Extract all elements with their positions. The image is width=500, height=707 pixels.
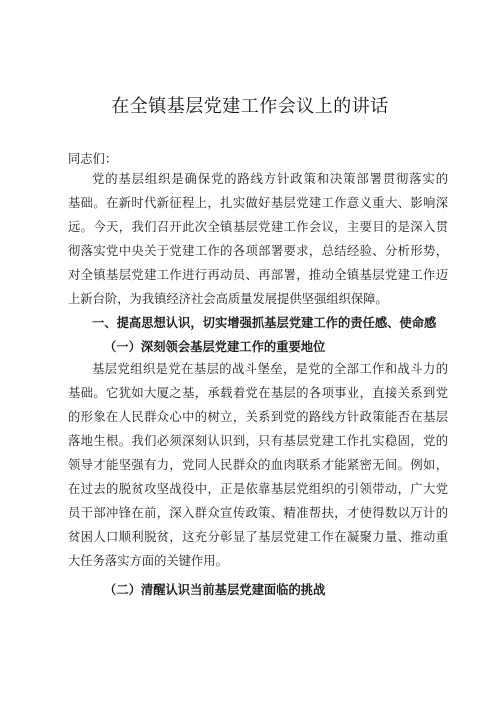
paragraph2-line: 基础。它犹如大厦之基，承载着党在基层的各项事业，直接关系到党: [68, 386, 448, 400]
paragraph2-line: 贫困人口顺利脱贫，这充分彰显了基层党建工作在凝聚力量、推动重: [68, 530, 448, 544]
paragraph1-line: 基础。在新时代新征程上，扎实做好基层党建工作意义重大、影响深: [68, 196, 448, 210]
paragraph1-line: 上新台阶，为我镇经济社会高质量发展提供坚强组织保障。: [68, 292, 388, 306]
paragraph1-line: 彻落实党中央关于党建工作的各项部署要求，总结经验、分析形势，: [68, 244, 448, 258]
paragraph2-line: 大任务落实方面的关键作用。: [68, 554, 228, 568]
paragraph1-line: 对全镇基层党建工作进行再动员、再部署，推动全镇基层党建工作迈: [68, 268, 448, 282]
paragraph2-line: 的形象在人民群众心中的树立，关系到党的路线方针政策能否在基层: [68, 410, 448, 424]
subsection-heading: （二）清醒认识当前基层党建面临的挑战: [104, 582, 326, 597]
salutation: 同志们：: [68, 152, 118, 166]
subsection-heading: （一）深刻领会基层党建工作的重要地位: [104, 339, 326, 354]
paragraph1-line: 党的基层组织是确保党的路线方针政策和决策部署贯彻落实的: [92, 172, 448, 186]
paragraph2-line: 落地生根。我们必须深刻认识到，只有基层党建工作扎实稳固，党的: [68, 434, 448, 448]
document-title: 在全镇基层党建工作会议上的讲话: [111, 96, 389, 117]
paragraph2-line: 基层党组织是党在基层的战斗堡垒，是党的全部工作和战斗力的: [92, 362, 448, 376]
paragraph2-line: 员干部冲锋在前，深入群众宣传政策、精准帮扶，才使得数以万计的: [68, 506, 448, 520]
paragraph2-line: 在过去的脱贫攻坚战役中，正是依靠基层党组织的引领带动，广大党: [68, 482, 448, 496]
paragraph1-line: 远。今天，我们召开此次全镇基层党建工作会议，主要目的是深入贯: [68, 220, 448, 234]
section-heading: 一、提高思想认识，切实增强抓基层党建工作的责任感、使命感: [92, 315, 437, 330]
paragraph2-line: 领导才能坚强有力，党同人民群众的血肉联系才能紧密无间。例如，: [68, 458, 448, 472]
